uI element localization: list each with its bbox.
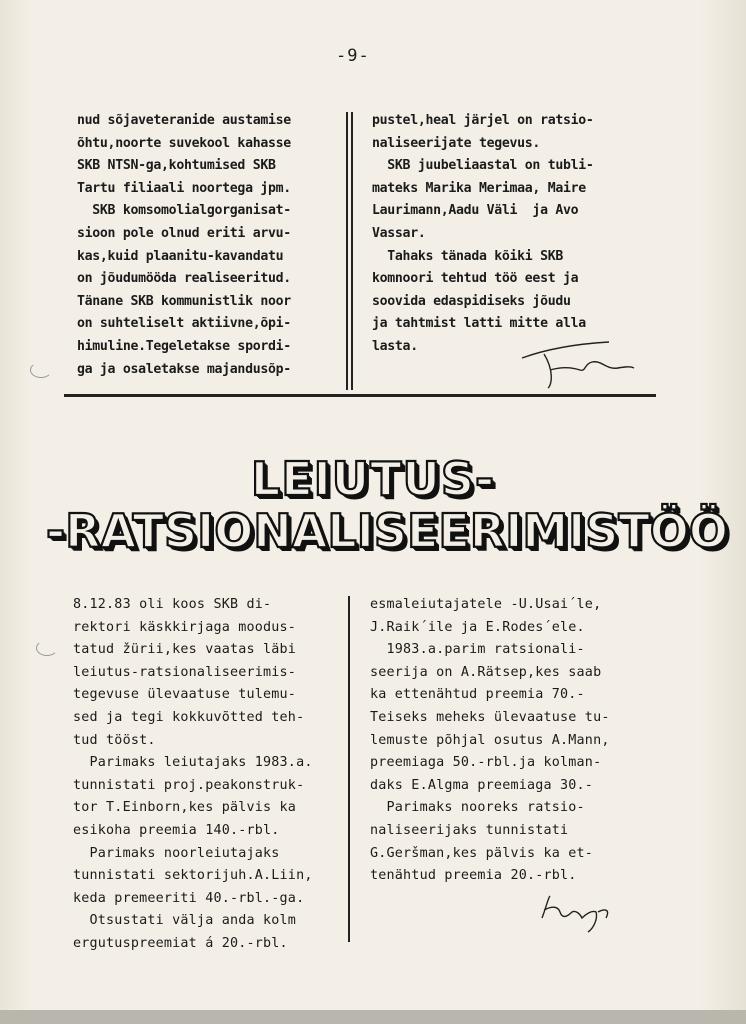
text-line: ga ja osaletakse majandusõp- [77,361,291,377]
text-line: ergutuspreemiat á 20.-rbl. [73,935,288,951]
text-line: ka ettenähtud preemia 70.- [370,687,585,703]
headline-line-1: LEIUTUS- [250,452,496,506]
text-line: daks E.Algma preemiaga 30.- [370,777,594,793]
text-line: Parimaks noorleiutajaks [73,845,280,861]
page-number: -9- [336,46,370,66]
text-line: G.Geršman,kes pälvis ka et- [370,845,594,861]
text-line: Tahaks tänada kõiki SKB [372,248,563,264]
text-line: Laurimann,Aadu Väli ja Avo [372,203,579,219]
text-line: SKB NTSN-ga,kohtumised SKB [77,158,276,174]
text-line: sed ja tegi kokkuvõtted teh- [73,709,305,725]
text-line: Otsustati välja anda kolm [73,913,297,929]
text-line: naliseerijaks tunnistati [370,822,569,838]
punch-hole-bottom [36,640,58,656]
text-line: seerija on A.Rätsep,kes saab [370,664,602,680]
text-line: Parimaks leiutajaks 1983.a. [73,755,313,771]
headline-line-2: -RATSIONALISEERIMISTÖÖ [46,504,728,558]
text-line: on suhteliselt aktiivne,õpi- [77,316,291,332]
page-bottom-edge [0,1010,746,1024]
text-line: õhtu,noorte suvekool kahasse [77,135,291,151]
text-line: kas,kuid plaanitu-kavandatu [77,248,284,264]
text-line: Teiseks meheks ülevaatuse tu- [370,709,610,725]
text-line: mateks Marika Merimaa, Maire [372,180,586,196]
text-line: leiutus-ratsionaliseerimis- [73,664,297,680]
text-line: tunnistati proj.peakonstruk- [73,777,305,793]
text-line: tud tööst. [73,732,156,748]
top-right-column [372,110,594,359]
text-line: Tartu filiaali noortega jpm. [77,180,291,196]
text-line: naliseerijate tegevus. [372,135,541,151]
text-line: keda premeeriti 40.-rbl.-ga. [73,890,305,906]
text-line: rektori käskkirjaga moodus- [73,619,297,635]
section-divider [64,394,656,397]
text-line: Vassar. [372,225,426,241]
text-line: J.Raik´ile ja E.Rodes´ele. [370,619,585,635]
text-line: tenähtud preemia 20.-rbl. [370,868,577,884]
text-line: nud sõjaveteranide austamise [77,113,291,128]
text-line: tegevuse ülevaatuse tulemu- [73,687,297,703]
text-line: sioon pole olnud eriti arvu- [77,225,291,241]
signature-top [514,330,644,400]
punch-hole-top [30,362,52,378]
text-line: 8.12.83 oli koos SKB di- [73,597,272,612]
text-line: lemuste põhjal osutus A.Mann, [370,732,610,748]
text-line: pustel,heal järjel on ratsio- [372,113,594,128]
text-line: tor T.Einborn,kes pälvis ka [73,800,297,816]
bottom-column-divider [348,596,350,942]
text-line: esmaleiutajatele -U.Usai´le, [370,597,602,612]
text-line: SKB juubeliaastal on tubli- [372,158,594,174]
text-line: tatud žürii,kes vaatas läbi [73,642,297,658]
top-left-column [77,110,291,381]
top-column-divider [346,112,348,390]
text-line: esikoha preemia 140.-rbl. [73,822,280,838]
text-line: on jõudumööda realiseeritud. [77,271,291,287]
bottom-left-column [73,594,313,956]
signature-bottom [536,888,626,938]
text-line: 1983.a.parim ratsionali- [370,642,585,658]
text-line: Parimaks nooreks ratsio- [370,800,585,816]
top-column-divider-2 [351,112,353,390]
text-line: ja tahtmist latti mitte alla [372,316,586,332]
text-line: Tänane SKB kommunistlik noor [77,293,291,309]
text-line: komnoori tehtud töö eest ja [372,271,579,287]
text-line: preemiaga 50.-rbl.ja kolman- [370,755,602,771]
bottom-right-column [370,594,610,888]
text-line: soovida edaspidiseks jõudu [372,293,571,309]
text-line: tunnistati sektorijuh.A.Liin, [73,868,313,884]
text-line: SKB komsomolialgorganisat- [77,203,291,219]
text-line: lasta. [372,338,418,354]
text-line: himuline.Tegeletakse spordi- [77,338,291,354]
